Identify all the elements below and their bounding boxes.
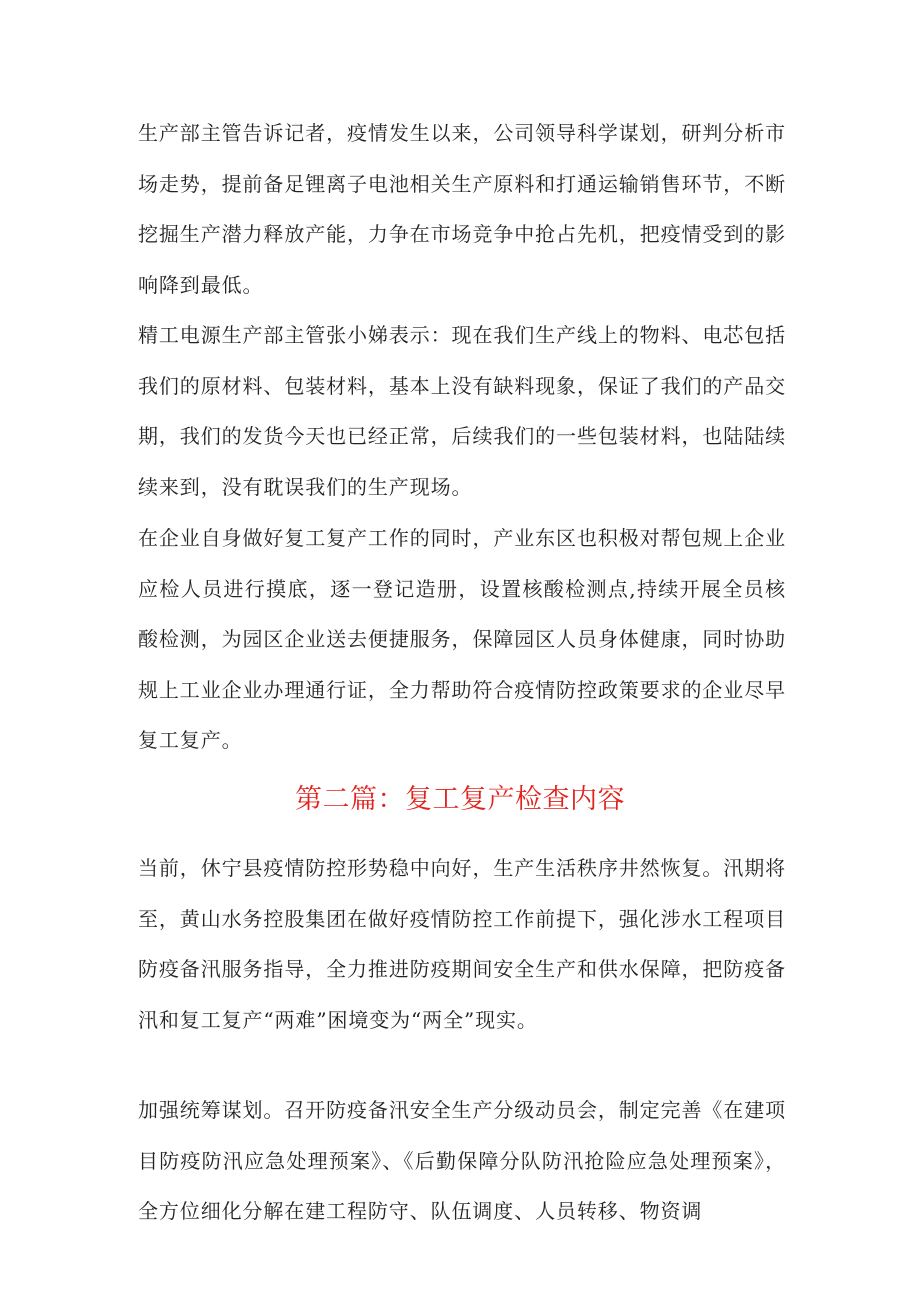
paragraph-planning-coordination: 加强统筹谋划。召开防疫备汛安全生产分级动员会，制定完善《在建项目防疫防汛应急处理预案》、《后勤保障分队防汛抢险应急处理预案》，全方位细化分解在建工程防守、队伍调度、人员转移、物资调 <box>138 1098 786 1223</box>
section-title: 第二篇：复工复产检查内容 <box>295 784 625 815</box>
paragraph-industrial-east-district: 在企业自身做好复工复产工作的同时，产业东区也积极对帮包规上企业应检人员进行摸底，逐一登记造册，设置核酸检测点,持续开展全员核酸检测，为园区企业送去便捷服务，保障园区人员身体健康，同时协助规上工业企业办理通行证，全力帮助符合疫情防控政策要求的企业尽早复工复产。 <box>138 526 786 752</box>
paragraph-jinggong-statement: 精工电源生产部主管张小娣表示：现在我们生产线上的物料、电芯包括我们的原材料、包装材料，基本上没有缺料现象，保证了我们的产品交期，我们的发货今天也已经正常，后续我们的一些包装材料，也陆陆续续来到，没有耽误我们的生产现场。 <box>138 323 786 499</box>
paragraph-production-supervisor: 生产部主管告诉记者，疫情发生以来，公司领导科学谋划，研判分析市场走势，提前备足锂离子电池相关生产原料和打通运输销售环节，不断挖掘生产潜力释放产能，力争在市场竞争中抢占先机，把疫情受到的影响降到最低。 <box>138 121 786 297</box>
paragraph-xiuning-flood-prevention: 当前，休宁县疫情防控形势稳中向好，生产生活秩序井然恢复。汛期将至，黄山水务控股集团在做好疫情防控工作前提下，强化涉水工程项目防疫备汛服务指导，全力推进防疫期间安全生产和供水保障，把防疫备汛和复工复产“两难”困境变为“两全”现实。 <box>138 856 786 1032</box>
